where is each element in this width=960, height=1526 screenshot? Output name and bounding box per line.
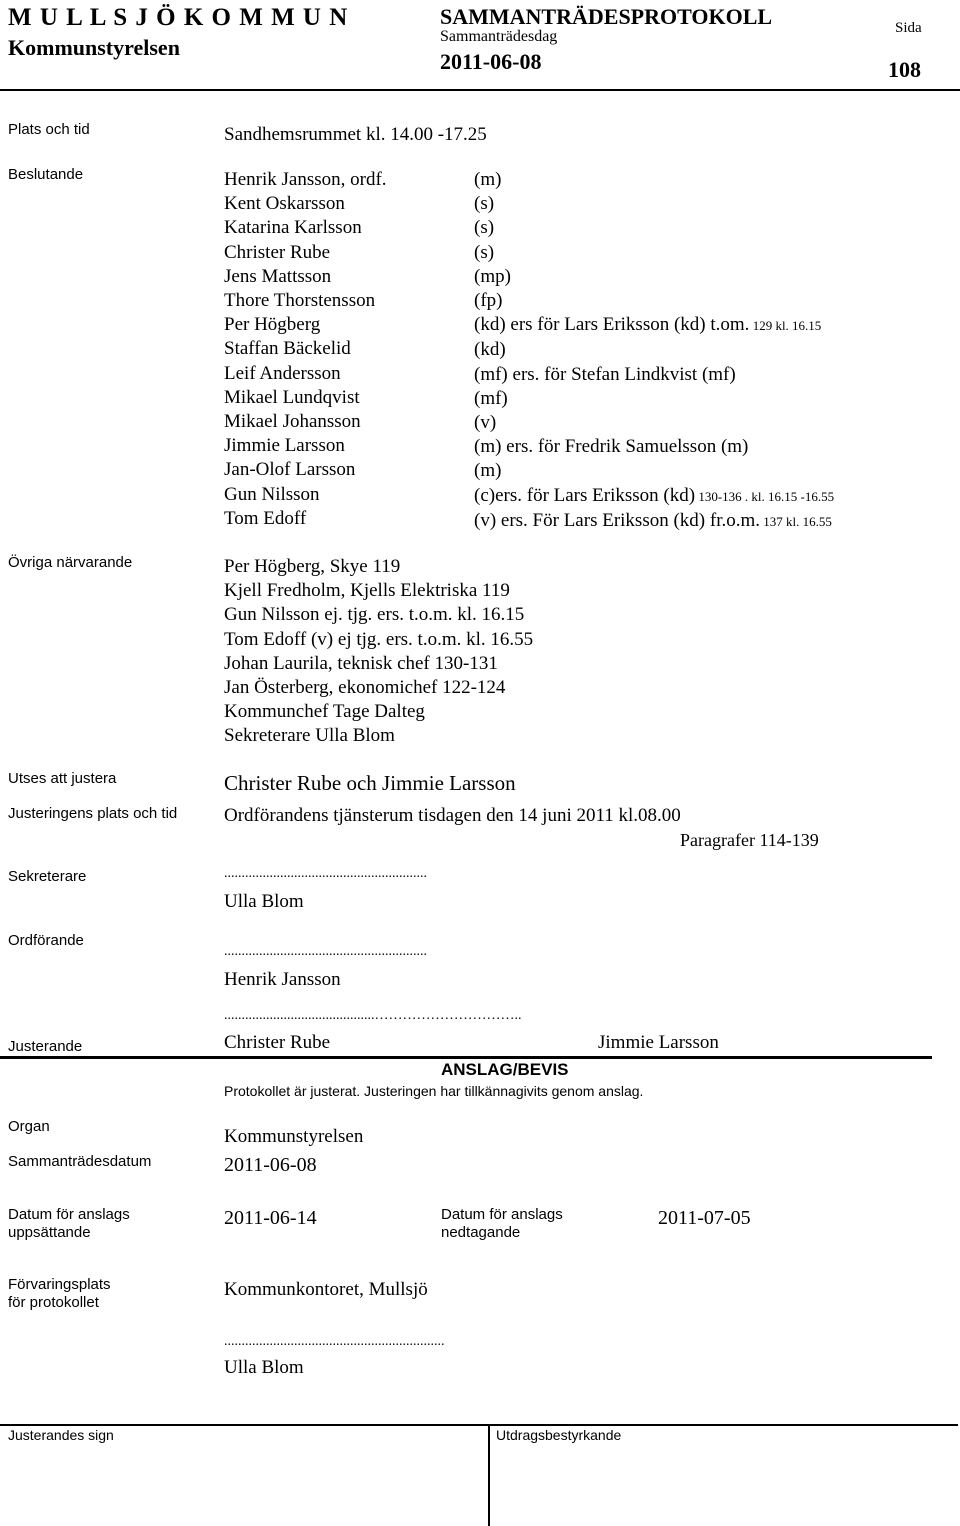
member-party: (s)	[474, 193, 495, 215]
member-party: (v) ers. För Lars Eriksson (kd) fr.o.m.	[474, 509, 761, 531]
footer-adjusters-sign: Justerandes sign	[8, 1427, 114, 1443]
posting-date-label-line: Datum för anslags	[8, 1206, 130, 1223]
chair-label: Ordförande	[8, 932, 84, 949]
member-party: (mf) ers. för Stefan Lindkvist (mf)	[474, 363, 736, 385]
adjuster-two: Jimmie Larsson	[598, 1032, 719, 1053]
attendee-line: Kommunchef Tage Dalteg	[224, 701, 425, 723]
board-name: Kommunstyrelsen	[8, 35, 180, 60]
member-party-row	[474, 484, 834, 509]
posting-date-label	[8, 1206, 130, 1242]
member-name: Katarina Karlsson	[224, 217, 362, 239]
member-name: Thore Thorstensson	[224, 290, 376, 312]
secretary-name: Ulla Blom	[224, 891, 304, 912]
member-name: Leif Andersson	[224, 362, 341, 384]
adjust-place-value: Ordförandens tjänsterum tisdagen den 14 juni 2011 kl.08.00	[224, 805, 681, 826]
adjuster-signature-line: ...........................................…………………………..	[224, 1008, 522, 1023]
attendee-line: Gun Nilsson ej. tjg. ers. t.o.m. kl. 16.15	[224, 604, 525, 626]
footer-divider	[488, 1424, 490, 1526]
member-party: (m)	[474, 169, 502, 190]
meeting-date-value-notice: 2011-06-08	[224, 1154, 317, 1176]
member-name: Gun Nilsson	[224, 483, 320, 505]
organ-value: Kommunstyrelsen	[224, 1126, 364, 1147]
member-party-row	[474, 509, 834, 534]
member-party: (fp)	[474, 290, 503, 312]
storage-label-line: för protokollet	[8, 1294, 99, 1311]
storage-label	[8, 1276, 111, 1312]
attendee-line: Per Högberg, Skye 119	[224, 556, 401, 577]
others-label: Övriga närvarande	[8, 554, 133, 571]
removal-date-label	[441, 1206, 563, 1242]
member-name: Jimmie Larsson	[224, 435, 345, 457]
attendee-line: Johan Laurila, teknisk chef 130-131	[224, 652, 498, 674]
chair-name: Henrik Jansson	[224, 969, 341, 990]
member-name: Jens Mattsson	[224, 265, 332, 287]
removal-date-label-line: nedtagande	[441, 1224, 521, 1241]
page-number: 108	[888, 57, 921, 82]
secretary-label: Sekreterare	[8, 868, 87, 885]
attendee-line: Tom Edoff (v) ej tjg. ers. t.o.m. kl. 16.55	[224, 628, 534, 650]
decisive-label: Beslutande	[8, 166, 84, 183]
notice-text: Protokollet är justerat. Justeringen har tillkännagivits genom anslag.	[224, 1083, 644, 1099]
chair-signature-line: ..........................................................	[224, 944, 427, 959]
adjusters-label: Utses att justera	[8, 770, 117, 787]
municipality-name: M U L L S J Ö K O M M U N	[8, 4, 349, 31]
adjuster-one: Christer Rube	[224, 1032, 331, 1053]
storage-label-line: Förvaringsplats	[8, 1276, 111, 1293]
removal-date-label-line: Datum för anslags	[441, 1206, 563, 1223]
document-type: SAMMANTRÄDESPROTOKOLL	[440, 4, 773, 29]
member-party-row	[474, 313, 834, 338]
notice-signer-name: Ulla Blom	[224, 1357, 304, 1378]
member-party: (s)	[474, 241, 495, 263]
attendee-line: Kjell Fredholm, Kjells Elektriska 119	[224, 580, 510, 602]
storage-value: Kommunkontoret, Mullsjö	[224, 1279, 428, 1300]
member-party: (m) ers. för Fredrik Samuelsson (m)	[474, 436, 749, 458]
notice-title: ANSLAG/BEVIS	[441, 1060, 569, 1079]
meeting-date: 2011-06-08	[440, 49, 542, 74]
member-party: (kd) ers för Lars Eriksson (kd) t.om.	[474, 314, 750, 336]
decisive-parties	[474, 168, 834, 534]
member-name: Mikael Lundqvist	[224, 386, 360, 408]
member-party: (mp)	[474, 265, 511, 287]
page-label: Sida	[895, 20, 922, 36]
paragraph-note: 129 kl. 16.15	[749, 318, 822, 334]
place-value: Sandhemsrummet kl. 14.00 -17.25	[224, 124, 487, 145]
notice-signature-line: ...............................................................	[224, 1334, 445, 1349]
member-name: Tom Edoff	[224, 507, 307, 529]
removal-date-value: 2011-07-05	[658, 1207, 751, 1229]
attendee-line: Sekreterare Ulla Blom	[224, 725, 395, 747]
others-list	[224, 555, 533, 749]
organ-label: Organ	[8, 1118, 50, 1135]
meeting-date-label: Sammanträdesdag	[440, 28, 558, 45]
posting-date-value: 2011-06-14	[224, 1207, 317, 1229]
member-party: (s)	[474, 217, 495, 239]
footer-extract-certification: Utdragsbestyrkande	[496, 1427, 622, 1443]
member-name: Christer Rube	[224, 241, 331, 263]
adjusters-value: Christer Rube och Jimmie Larsson	[224, 771, 516, 795]
place-label: Plats och tid	[8, 121, 90, 138]
paragraph-note: 130-136 . kl. 16.15 -16.55	[695, 488, 835, 504]
member-name: Jan-Olof Larsson	[224, 459, 356, 481]
paragraph-note: 137 kl. 16.55	[760, 513, 832, 529]
member-name: Mikael Johansson	[224, 411, 361, 433]
posting-date-label-line: uppsättande	[8, 1224, 91, 1241]
adjust-place-label: Justeringens plats och tid	[8, 805, 178, 822]
notice-divider	[0, 1056, 932, 1059]
member-name: Staffan Bäckelid	[224, 338, 351, 360]
attendee-line: Jan Österberg, ekonomichef 122-124	[224, 677, 506, 699]
header-divider	[0, 89, 960, 91]
footer-top-line	[0, 1424, 958, 1426]
decisive-names	[224, 168, 387, 531]
secretary-signature-line: ..........................................................	[224, 866, 427, 881]
member-name: Per Högberg	[224, 314, 321, 336]
member-party: (m)	[474, 460, 502, 482]
member-party: (kd)	[474, 339, 506, 361]
member-name: Henrik Jansson, ordf.	[224, 169, 387, 190]
member-party: (mf)	[474, 387, 508, 409]
member-name: Kent Oskarsson	[224, 193, 345, 215]
meeting-date-label-notice: Sammanträdesdatum	[8, 1153, 152, 1170]
adjuster-label: Justerande	[8, 1038, 83, 1055]
member-party: (v)	[474, 412, 497, 434]
paragraph-range: Paragrafer 114-139	[680, 830, 819, 850]
member-party: (c)ers. för Lars Eriksson (kd)	[474, 484, 696, 506]
